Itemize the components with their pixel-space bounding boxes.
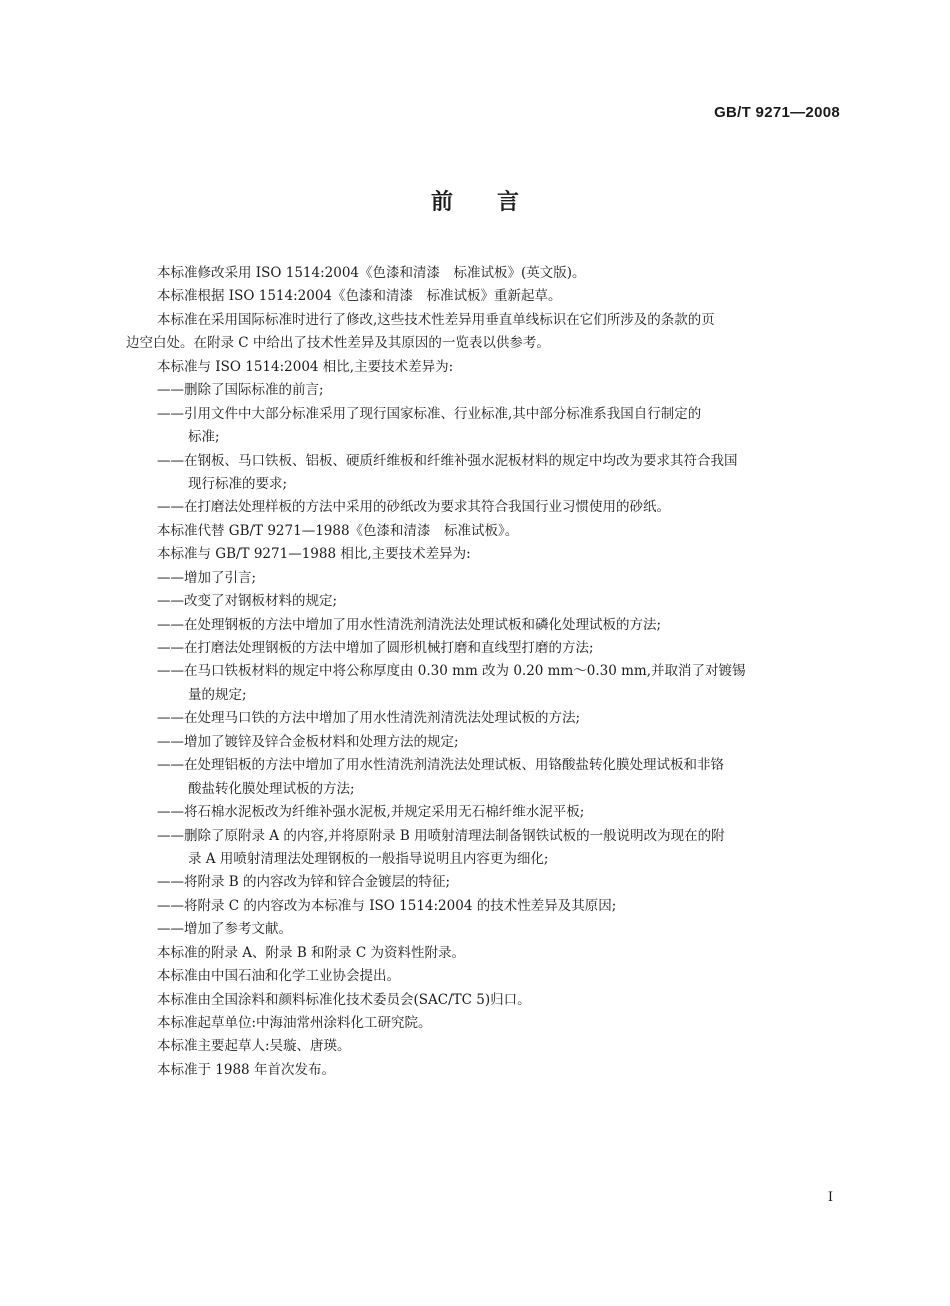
list-item: ——将附录 B 的内容改为锌和锌合金镀层的特征; [157, 874, 451, 891]
list-item: ——改变了对钢板材料的规定; [157, 593, 338, 610]
standard-code: GB/T 9271—2008 [714, 104, 840, 121]
paragraph-line: 本标准与 GB/T 9271—1988 相比,主要技术差异为: [157, 546, 471, 563]
paragraph-line: 本标准由中国石油和化学工业协会提出。 [157, 968, 400, 985]
list-item: ——删除了原附录 A 的内容,并将原附录 B 用喷射清理法制备钢铁试板的一般说明改为现在的附 [157, 827, 725, 844]
paragraph-line: 本标准主要起草人:吴璇、唐瑛。 [157, 1038, 351, 1055]
list-item: ——在打磨法处理样板的方法中采用的砂纸改为要求其符合我国行业习惯使用的砂纸。 [157, 499, 670, 516]
list-item: ——在打磨法处理钢板的方法中增加了圆形机械打磨和直线型打磨的方法; [157, 640, 594, 656]
foreword-body [126, 262, 840, 1082]
page-number: I [827, 1190, 833, 1205]
list-item-continuation: 标准; [188, 429, 220, 446]
list-item: ——在处理马口铁的方法中增加了用水性清洗剂清洗法处理试板的方法; [157, 710, 581, 727]
paragraph-line: 本标准根据 ISO 1514:2004《色漆和清漆 标准试板》重新起草。 [157, 288, 562, 305]
list-item: ——将石棉水泥板改为纤维补强水泥板,并规定采用无石棉纤维水泥平板; [157, 804, 585, 821]
list-item: ——在处理钢板的方法中增加了用水性清洗剂清洗法处理试板和磷化处理试板的方法; [157, 616, 662, 633]
list-item: ——增加了引言; [157, 569, 257, 586]
paragraph-line: 本标准由全国涂料和颜料标准化技术委员会(SAC/TC 5)归口。 [157, 991, 531, 1008]
paragraph-line: 本标准起草单位:中海油常州涂料化工研究院。 [157, 1015, 432, 1031]
paragraph-line: 本标准在采用国际标准时进行了修改,这些技术性差异用垂直单线标识在它们所涉及的条款的页 [157, 311, 715, 328]
list-item-continuation: 酸盐转化膜处理试板的方法; [188, 780, 355, 797]
page-title: 前言 [430, 190, 563, 215]
list-item: ——引用文件中大部分标准采用了现行国家标准、行业标准,其中部分标准系我国自行制定的 [157, 405, 702, 422]
paragraph-line: 本标准代替 GB/T 9271—1988《色漆和清漆 标准试板》。 [157, 522, 519, 539]
list-item-continuation: 量的规定; [188, 686, 247, 703]
list-item-continuation: 录 A 用喷射清理法处理钢板的一般指导说明且内容更为细化; [188, 850, 549, 867]
list-item: ——在钢板、马口铁板、铝板、硬质纤维板和纤维补强水泥板材料的规定中均改为要求其符合我国 [157, 452, 738, 469]
paragraph-line: 本标准的附录 A、附录 B 和附录 C 为资料性附录。 [157, 944, 465, 961]
paragraph-line: 本标准于 1988 年首次发布。 [157, 1061, 335, 1078]
list-item: ——在处理铝板的方法中增加了用水性清洗剂清洗法处理试板、用铬酸盐转化膜处理试板和非铬 [157, 757, 724, 774]
list-item: ——增加了镀锌及锌合金板材料和处理方法的规定; [157, 733, 459, 750]
paragraph-line: 边空白处。在附录 C 中给出了技术性差异及其原因的一览表以供参考。 [126, 335, 550, 352]
paragraph-line: 本标准与 ISO 1514:2004 相比,主要技术差异为: [157, 358, 454, 375]
list-item-continuation: 现行标准的要求; [188, 475, 288, 492]
list-item: ——删除了国际标准的前言; [157, 382, 324, 399]
list-item: ——增加了参考文献。 [157, 921, 292, 938]
list-item: ——将附录 C 的内容改为本标准与 ISO 1514:2004 的技术性差异及其原因; [157, 897, 617, 914]
list-item: ——在马口铁板材料的规定中将公称厚度由 0.30 mm 改为 0.20 mm～0.30 mm,并取消了对镀锡 [157, 663, 746, 680]
paragraph-line: 本标准修改采用 ISO 1514:2004《色漆和清漆 标准试板》(英文版)。 [157, 265, 586, 281]
